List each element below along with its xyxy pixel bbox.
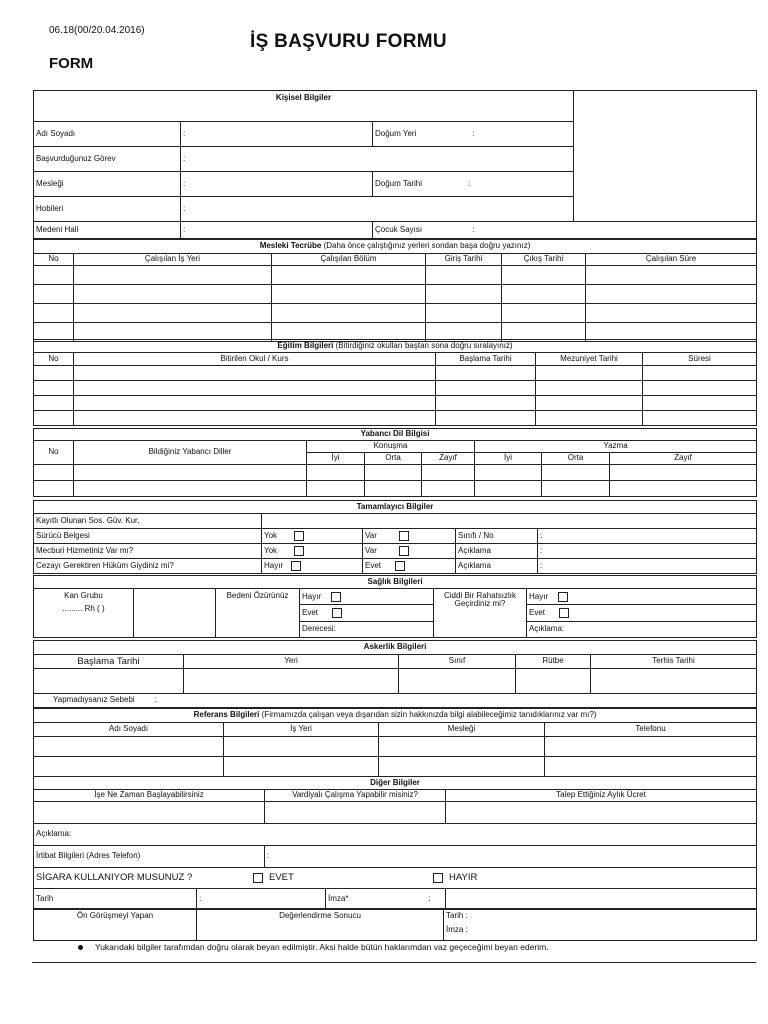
table-row[interactable] [34,737,757,757]
exp-col-end: Çıkış Tarihi [502,254,586,266]
supplementary-heading: Tamamlayıcı Bilgiler [34,501,757,514]
references-heading: Referans Bilgileri (Firmamızda çalışan veya dışarıdan sizin hakkınızda bilgi alabileceğimiz tanıdıklarınız var mı?) [34,709,757,723]
personal-info-table [33,90,757,240]
conviction-no-option[interactable]: Hayır [262,559,363,574]
exp-col-duration: Çalışılan Süre [586,254,757,266]
salary-label: Talep Ettiğiniz Aylık Ücret [446,790,757,802]
name-field[interactable]: : [181,122,373,147]
mil-col-start: Başlama Tarihi [34,655,184,669]
license-no-option[interactable]: Yok [262,529,363,544]
disability-degree-field[interactable]: Derecesi: [300,622,434,638]
smoking-yes-checkbox[interactable] [253,873,263,883]
date-field[interactable]: : [197,889,326,910]
write-medium: Orta [542,453,610,465]
blood-group-value[interactable] [134,589,216,638]
salary-field[interactable] [446,802,757,824]
edu-col-graduation: Mezuniyet Tarihi [536,353,643,366]
conviction-label: Cezayı Gerektiren Hüküm Giydiniz mi? [34,559,262,574]
checkbox-icon[interactable] [294,531,304,541]
blood-group-field[interactable]: Kan Grubu ......... Rh ( ) [34,589,134,638]
write-good: İyi [475,453,542,465]
edu-col-duration: Süresi [643,353,757,366]
disability-yes-option[interactable]: Evet [300,605,434,622]
ref-col-name: Adı Soyadı [34,723,224,737]
illness-yes-option[interactable]: Evet [527,605,757,622]
signature-value[interactable] [446,889,757,910]
other-info-table [33,776,757,910]
license-yes-option[interactable]: Var [363,529,456,544]
lang-col-speaking: Konuşma [307,441,475,453]
name-label: Adı Soyadı [34,122,181,147]
smoking-row[interactable]: SİGARA KULLANIYOR MUSUNUZ ? EVET HAYIR [34,868,757,889]
shift-label: Vardiyalı Çalışma Yapabilir misiniz? [265,790,446,802]
military-no-option[interactable]: Yok [262,544,363,559]
signature-field[interactable]: İmza* : [326,889,446,910]
write-weak: Zayıf [610,453,757,465]
military-explanation-field[interactable]: : [538,544,757,559]
photo-box[interactable] [574,91,757,222]
edu-col-no: No [34,353,74,366]
ref-col-profession: Mesleği [379,723,545,737]
exp-col-company: Çalışılan İş Yeri [74,254,272,266]
license-class-label: Sınıfı / No [456,529,538,544]
table-row[interactable] [34,481,757,497]
contact-field[interactable]: : [265,846,757,868]
disability-no-option[interactable]: Hayır [300,589,434,605]
table-row[interactable] [34,266,757,285]
checkbox-icon[interactable] [399,531,409,541]
conviction-explanation-label: Açıklama [456,559,538,574]
speak-good: İyi [307,453,365,465]
supplementary-table [33,500,757,574]
profession-field[interactable]: : [181,172,373,197]
checkbox-icon[interactable] [399,546,409,556]
date-label: Tarih [34,889,197,910]
conviction-explanation-field[interactable]: : [538,559,757,574]
illness-label: Ciddi Bir Rahatsızlık Geçirdiniz mi? [434,589,527,638]
checkbox-icon[interactable] [558,592,568,602]
smoking-no-checkbox[interactable] [433,873,443,883]
ssi-field[interactable] [262,514,757,529]
table-row[interactable] [34,304,757,323]
profession-label: Mesleği [34,172,181,197]
experience-heading: Mesleki Tecrübe (Daha önce çalıştığınız yerleri sondan başa doğru yazınız) [34,239,757,254]
divider [32,962,756,963]
position-label: Başvurduğunuz Görev [34,147,181,172]
start-date-label: İşe Ne Zaman Başlayabilirsiniz [34,790,265,802]
personal-heading: Kişisel Bilgiler [34,91,574,122]
military-label: Mecburi Hizmetiniz Var mı? [34,544,262,559]
interview-table [33,908,757,941]
position-field[interactable]: : [181,147,574,172]
checkbox-icon[interactable] [291,561,301,571]
speak-medium: Orta [365,453,422,465]
children-field[interactable]: Çocuk Sayısı : [373,222,757,240]
document-code: 06.18(00/20.04.2016) [49,25,145,36]
references-table [33,708,757,777]
exp-col-department: Çalışılan Bölüm [272,254,426,266]
military-yes-option[interactable]: Var [363,544,456,559]
birthdate-field[interactable]: Doğum Tarihi : [373,172,574,197]
other-heading: Diğer Bilgiler [34,777,757,790]
table-row[interactable] [34,366,757,381]
ref-col-company: İş Yeri [224,723,379,737]
table-row[interactable] [34,285,757,304]
health-table [33,575,757,638]
interviewer-field[interactable]: Ön Görüşmeyi Yapan [34,909,197,941]
table-row[interactable] [34,669,757,694]
evaluation-field[interactable]: Değerlendirme Sonucu [197,909,444,941]
mil-col-place: Yeri [184,655,399,669]
shift-field[interactable] [265,802,446,824]
mil-col-discharge: Terhis Tarihi [591,655,757,669]
bullet-icon [78,945,83,950]
birthplace-field[interactable]: Doğum Yeri : [373,122,574,147]
mil-col-rank: Rütbe [516,655,591,669]
edu-col-school: Bitirilen Okul / Kurs [74,353,436,366]
marital-field[interactable]: : [181,222,373,240]
exp-col-no: No [34,254,74,266]
experience-table [33,238,757,342]
illness-no-option[interactable]: Hayır [527,589,757,605]
education-heading: Eğitim Bilgileri (Bitirdiğiniz okulları baştan sona doğru sıralayınız) [34,340,757,353]
form-label: FORM [49,55,94,72]
license-label: Sürücü Belgesi [34,529,262,544]
contact-label: İrtibat Bilgileri (Adres Telefon) [34,846,265,868]
final-date-signature-field[interactable]: Tarih : İmza : [444,909,757,941]
checkbox-icon[interactable] [395,561,405,571]
conviction-yes-option[interactable]: Evet [363,559,456,574]
checkbox-icon[interactable] [332,608,342,618]
education-table [33,339,757,426]
edu-col-start: Başlama Tarihi [436,353,536,366]
explanation-field[interactable]: Açıklama: [34,824,757,846]
lang-col-known: Bildiğiniz Yabancı Diller [74,441,307,465]
illness-explanation-field[interactable]: Açıklama: [527,622,757,638]
exp-col-start: Giriş Tarihi [426,254,502,266]
marital-label: Medeni Hali [34,222,181,240]
lang-col-writing: Yazma [475,441,757,453]
military-explanation-label: Açıklama [456,544,538,559]
checkbox-icon[interactable] [331,592,341,602]
speak-weak: Zayıf [422,453,475,465]
not-done-reason-field[interactable]: Yapmadıysanız Sebebi : [34,694,757,708]
table-row[interactable] [34,465,757,481]
table-row[interactable] [34,381,757,396]
military-heading: Askerlik Bilgileri [34,641,757,655]
health-heading: Sağlık Bilgileri [34,576,757,589]
table-row[interactable] [34,396,757,411]
ssi-label: Kayıtlı Olunan Sos. Güv. Kur. [34,514,262,529]
military-table [33,640,757,708]
table-row[interactable] [34,411,757,426]
start-date-field[interactable] [34,802,265,824]
ref-col-phone: Telefonu [545,723,757,737]
disability-label: Bedeni Özürünüz [216,589,300,638]
license-class-field[interactable]: : [538,529,757,544]
checkbox-icon[interactable] [559,608,569,618]
languages-table [33,428,757,497]
hobbies-field[interactable]: : [181,197,574,222]
declaration-note: Yukarıdaki bilgiler tarafımdan doğru olarak beyan edilmiştir. Aksi halde bütün haklarımdan vaz geçeceğimi beyan ederim. [78,942,549,952]
lang-col-no: No [34,441,74,465]
page-title: İŞ BAŞVURU FORMU [250,31,447,52]
checkbox-icon[interactable] [294,546,304,556]
table-row[interactable] [34,757,757,777]
hobbies-label: Hobileri [34,197,181,222]
mil-col-class: Sınıf [399,655,516,669]
languages-heading: Yabancı Dil Bilgisi [34,429,757,441]
